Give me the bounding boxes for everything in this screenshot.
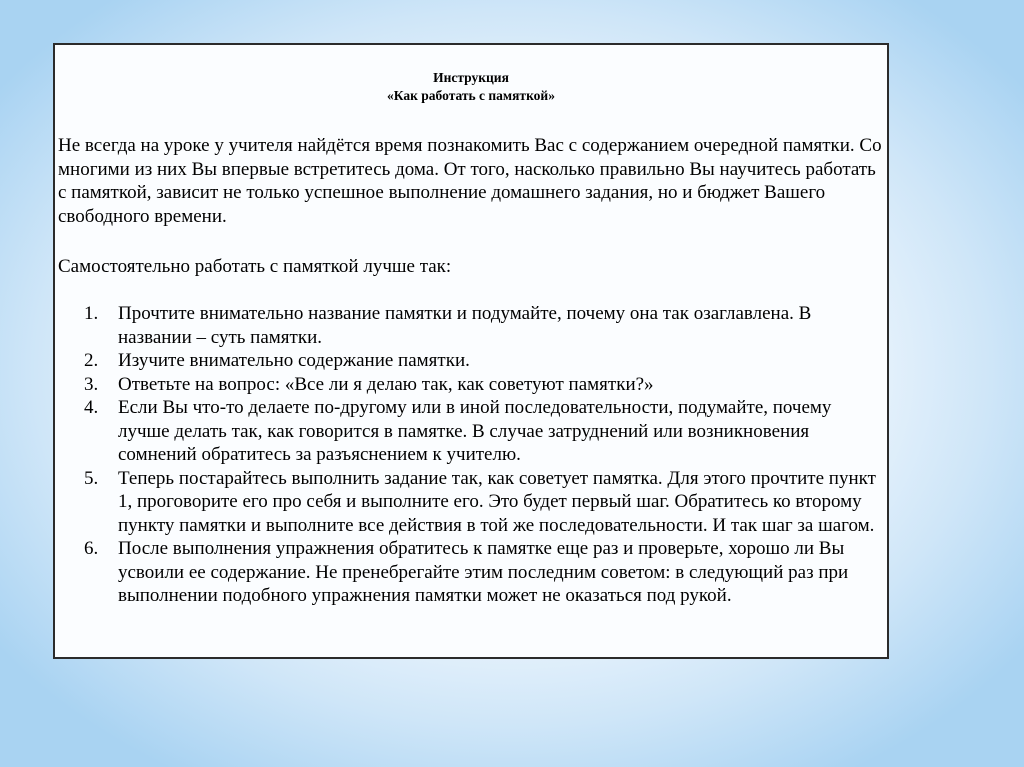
list-item-text: После выполнения упражнения обратитесь к памятке еще раз и проверьте, хорошо ли Вы усвоили ее содержание. Не пренебрегайте этим последним советом: в следующий раз при выполнении подобного упражнения памятки может не оказаться под рукой. — [118, 538, 849, 606]
list-item-number: 5. — [84, 467, 99, 489]
list-item-number: 6. — [84, 538, 99, 559]
intro-paragraph: Не всегда на уроке у учителя найдётся время познакомить Вас с содержанием очередной памятки. Со многими из них Вы впервые встретитесь дома. От того, насколько правильно Вы научитесь работать с памяткой, зависит не только успешное выполнение домашнего задания, но и бюджет Вашего свободного времени. — [58, 135, 882, 227]
list-item-text: Если Вы что-то делаете по-другому или в иной последовательности, подумайте, почему лучше делать так, как говорится в памятке. В случае затруднений или возникновения сомнений обратитесь за разъяснением к учителю. — [118, 397, 832, 465]
steps-intro: Самостоятельно работать с памяткой лучше так: — [58, 256, 452, 277]
list-item — [55, 537, 885, 608]
list-item-text: Изучите внимательно содержание памятки. — [118, 350, 470, 371]
list-item-text: Теперь постарайтесь выполнить задание так, как советует памятка. Для этого прочтите пункт 1, проговорите его про себя и выполните его. Это будет первый шаг. Обратитесь ко второму пункту памятки и выполните все действия в той же последовательности. И так шаг за шагом. — [118, 467, 876, 536]
list-item-number: 2. — [84, 350, 99, 371]
list-item — [55, 396, 885, 467]
list-item-text: Ответьте на вопрос: «Все ли я делаю так, как советуют памятки?» — [118, 373, 654, 395]
document-title: Инструкция — [433, 70, 509, 85]
list-item — [55, 302, 885, 349]
document-subtitle: «Как работать с памяткой» — [387, 88, 555, 103]
document-frame — [53, 43, 889, 659]
list-item — [55, 349, 885, 373]
list-item — [55, 373, 885, 397]
list-item-number: 1. — [84, 303, 99, 324]
list-item-number: 4. — [84, 397, 99, 418]
list-item — [55, 467, 885, 538]
steps-list — [55, 302, 885, 608]
list-item-text: Прочтите внимательно название памятки и подумайте, почему она так озаглавлена. В названии – суть памятки. — [118, 303, 812, 348]
list-item-number: 3. — [84, 373, 99, 395]
document-header — [55, 69, 887, 105]
